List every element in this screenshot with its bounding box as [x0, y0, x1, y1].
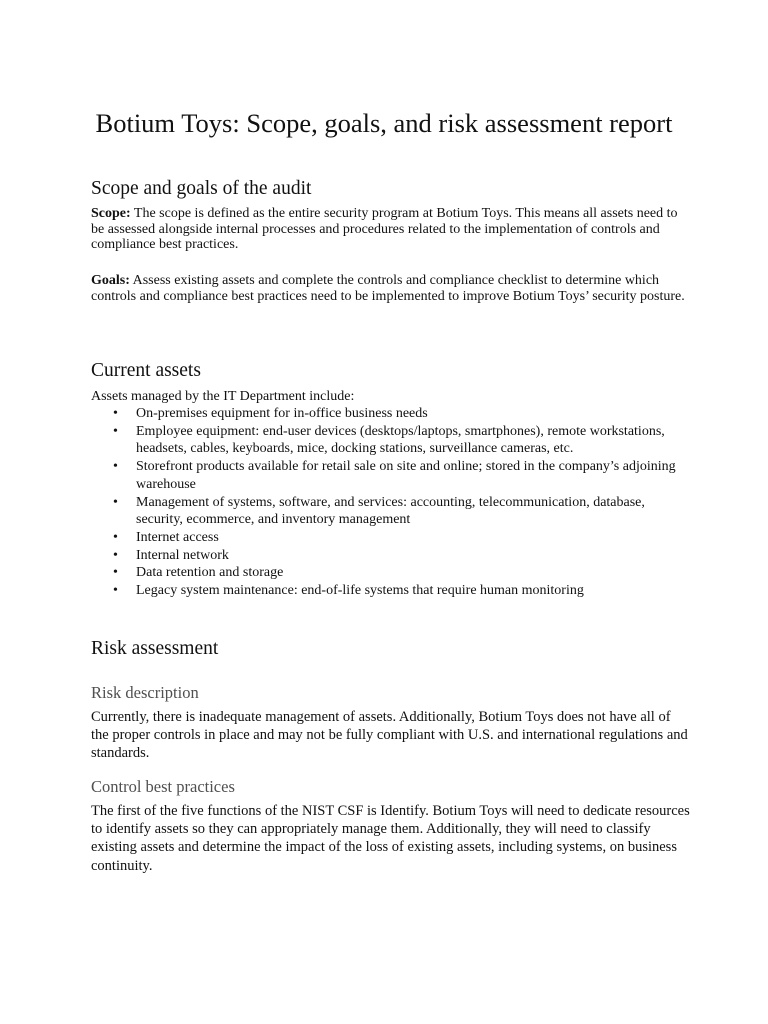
list-item-text: Employee equipment: end-user devices (desktops/laptops, smartphones), remote workstations, headsets, cables, keyboards, mice, docking stations, surveillance cameras, etc. [136, 423, 665, 457]
asset-list [91, 405, 681, 600]
bullet-icon: • [113, 565, 118, 581]
risk-assessment-heading: Risk assessment [91, 638, 219, 659]
list-item-text: Management of systems, software, and services: accounting, telecommunication, database, security, ecommerce, and inventory management [136, 494, 645, 528]
assets-intro: Assets managed by the IT Department include: [91, 389, 355, 404]
bullet-icon: • [113, 583, 118, 599]
list-item [91, 564, 681, 582]
list-item-text: Storefront products available for retail sale on site and online; stored in the company’s adjoining warehouse [136, 459, 676, 492]
list-item [91, 529, 681, 547]
bullet-icon: • [113, 406, 118, 421]
risk-description-text: Currently, there is inadequate management of assets. Additionally, Botium Toys does not have all of the proper controls in place and may not be fully compliant with U.S. and international regulations and standards. [91, 709, 688, 762]
scope-goals-heading: Scope and goals of the audit [91, 178, 312, 199]
list-item [91, 582, 681, 600]
list-item-text: Internet access [136, 529, 219, 545]
list-item-text: On-premises equipment for in-office business needs [136, 406, 428, 421]
current-assets-heading: Current assets [91, 360, 201, 381]
list-item [91, 547, 681, 565]
list-item [91, 494, 681, 529]
scope-paragraph [91, 206, 691, 253]
control-best-practices-heading: Control best practices [91, 777, 235, 796]
goals-text: Assess existing assets and complete the controls and compliance checklist to determine which controls and compliance best practices need to be implemented to improve Botium Toys’ security posture. [91, 273, 685, 304]
list-item [91, 423, 681, 458]
list-item [91, 458, 681, 493]
bullet-icon: • [113, 459, 118, 475]
risk-description-heading: Risk description [91, 683, 199, 702]
list-item-text: Internal network [136, 547, 229, 563]
list-item-text: Data retention and storage [136, 565, 284, 581]
bullet-icon: • [113, 423, 118, 439]
control-best-practices-text: The first of the five functions of the NIST CSF is Identify. Botium Toys will need to dedicate resources to identify assets so they can appropriately manage them. Additionally, they will need to classify existing assets and determine the impact of the loss of existing assets, including systems, on business continuity. [91, 803, 690, 874]
bullet-icon: • [113, 494, 118, 510]
bullet-icon: • [113, 529, 118, 545]
list-item-text: Legacy system maintenance: end-of-life systems that require human monitoring [136, 583, 584, 599]
scope-label: Scope: [91, 206, 131, 221]
scope-text: The scope is defined as the entire security program at Botium Toys. This means all assets need to be assessed alongside internal processes and procedures related to the implementation of controls and compliance best practices. [91, 206, 678, 252]
bullet-icon: • [113, 547, 118, 563]
list-item [91, 405, 681, 423]
goals-label: Goals: [91, 273, 130, 288]
report-title: Botium Toys: Scope, goals, and risk assessment report [95, 108, 673, 138]
goals-paragraph [91, 273, 691, 304]
